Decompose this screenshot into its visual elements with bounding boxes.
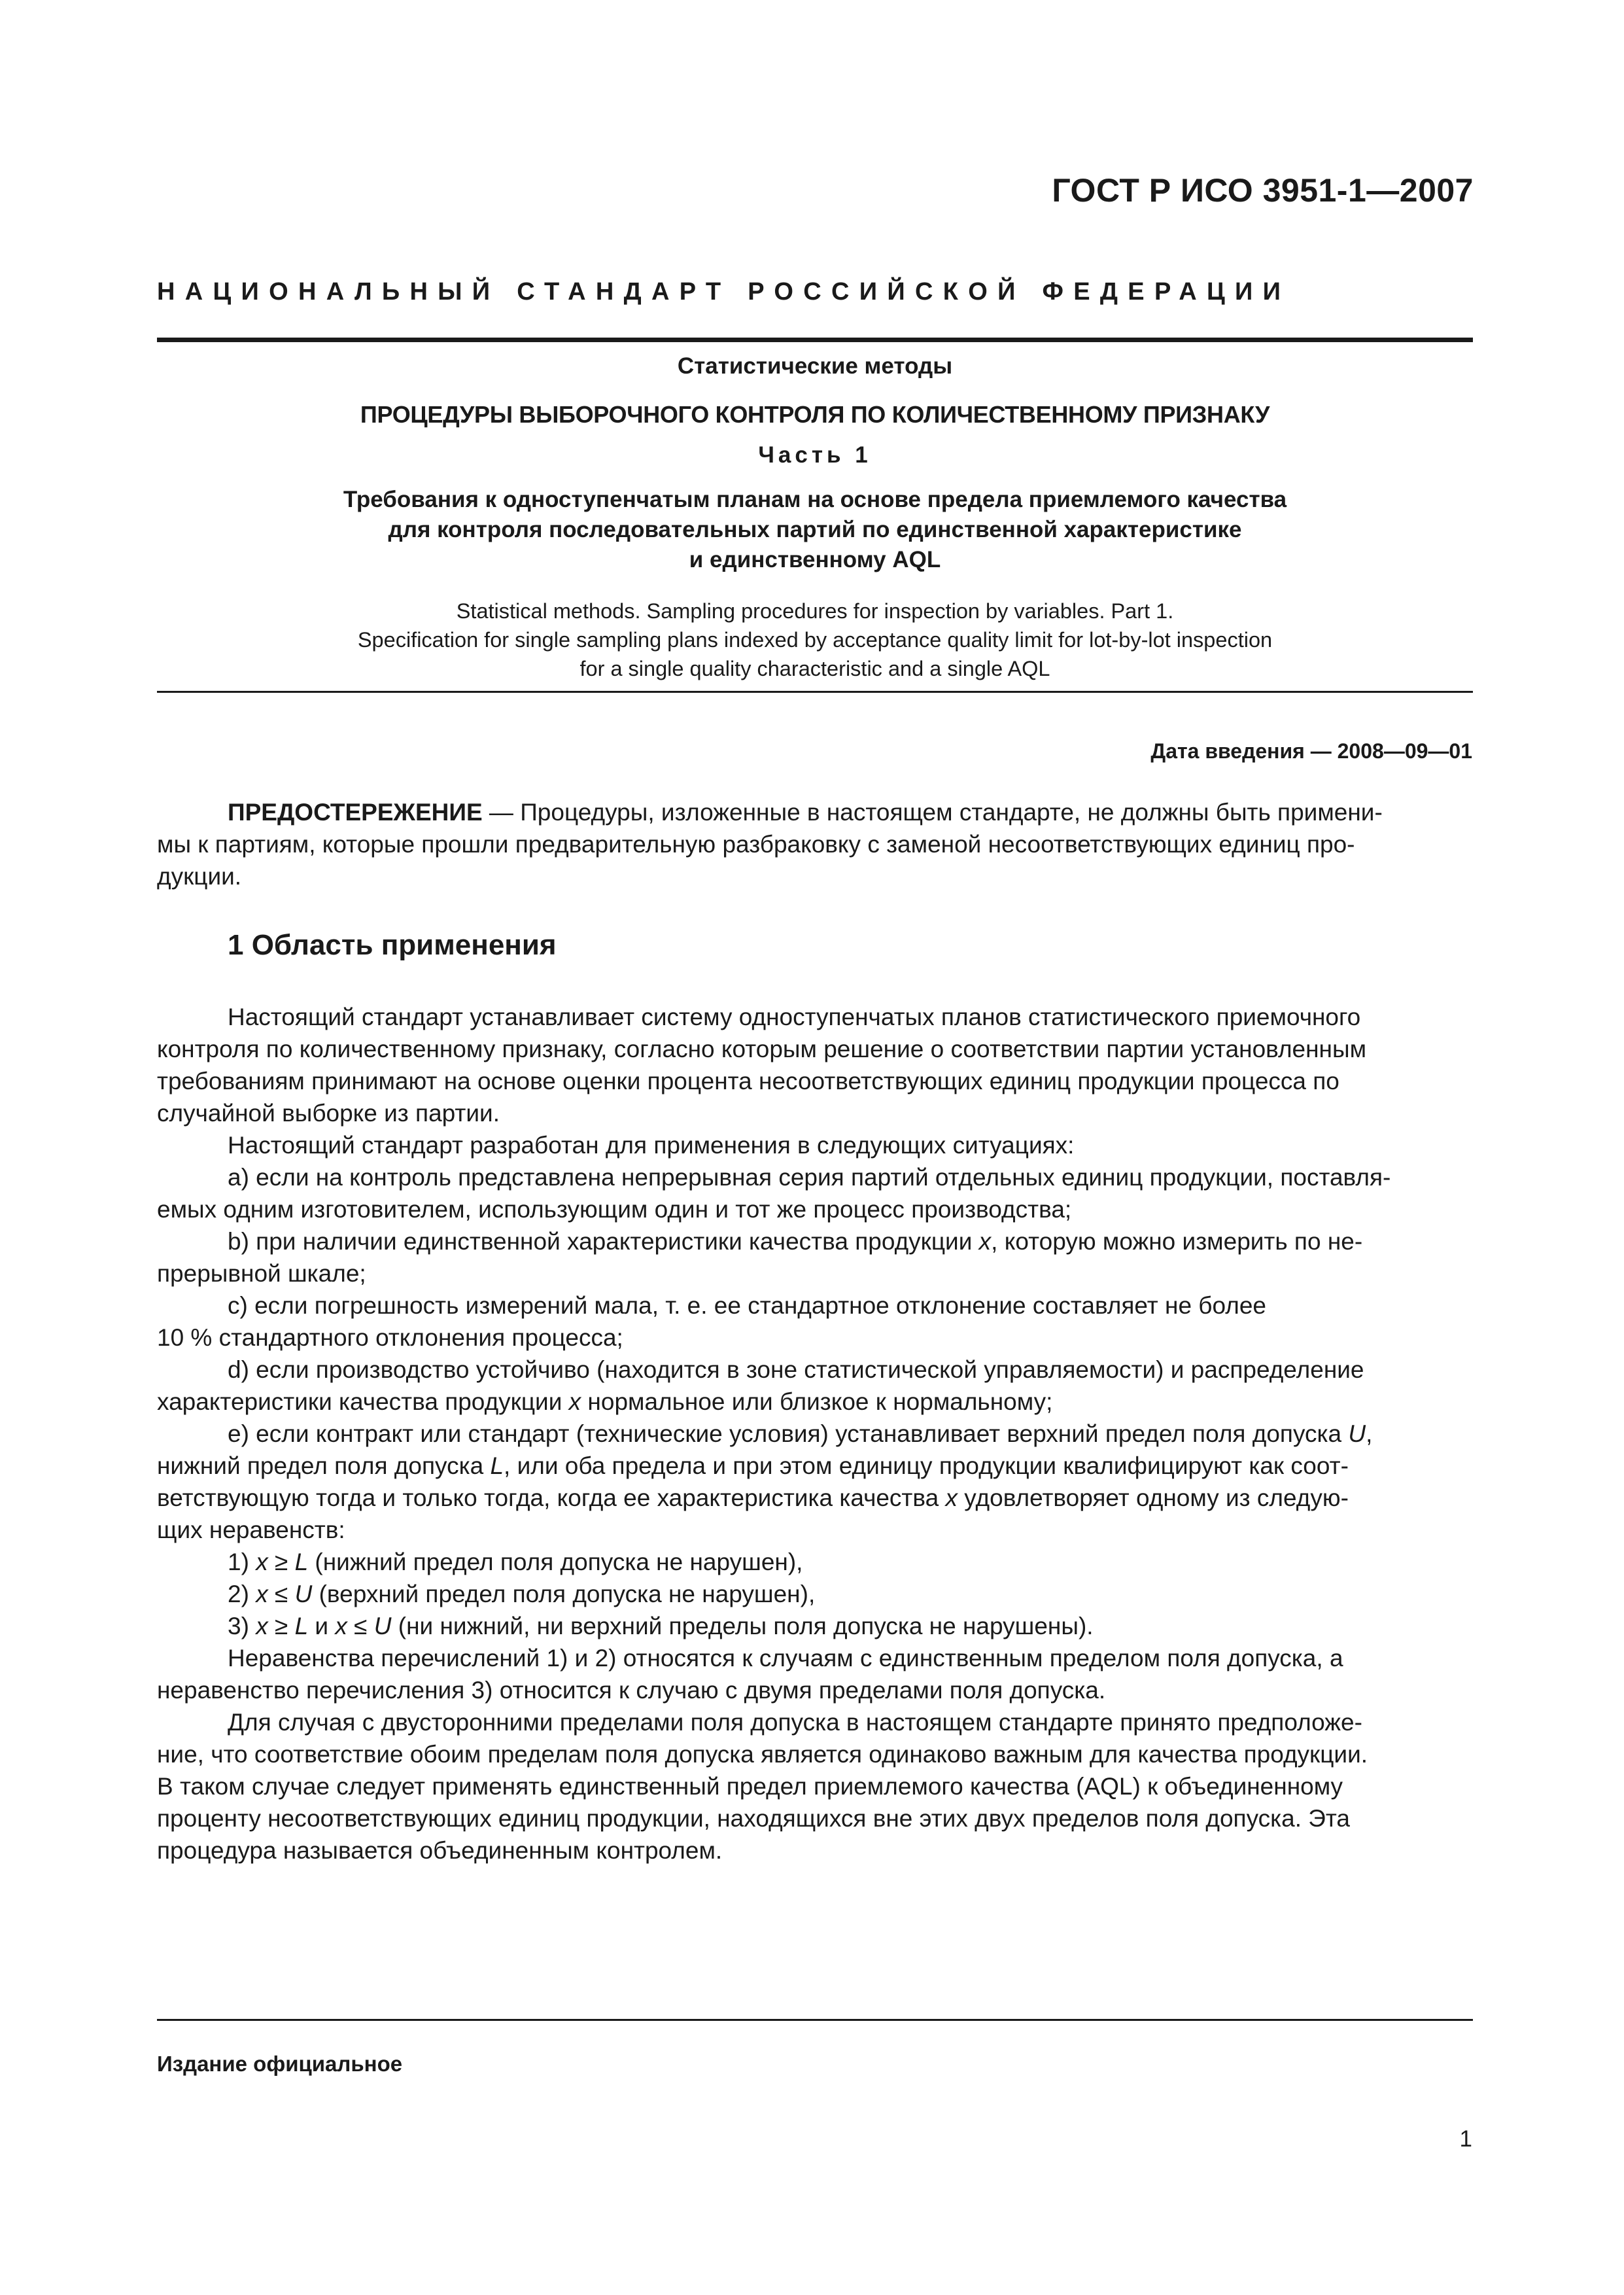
header-rule	[157, 338, 1473, 342]
text-line: В таком случае следует применять единственный предел приемлемого качества (AQL) к объединенному	[157, 1773, 1343, 1800]
inequality-item-2: 2) x ≤ U (верхний предел поля допуска не нарушен),	[228, 1581, 816, 1607]
text-line: неравенство перечисления 3) относится к случаю с двумя пределами поля допуска.	[157, 1677, 1106, 1704]
text-line: ветствующую тогда и только тогда, когда ее характеристика качества x удовлетворяет одному из следую-	[157, 1484, 1349, 1511]
main-title-ru: ПРОЦЕДУРЫ ВЫБОРОЧНОГО КОНТРОЛЯ ПО КОЛИЧЕСТВЕННОМУ ПРИЗНАКУ	[360, 401, 1270, 428]
part-label: Часть 1	[758, 442, 872, 468]
text-line: щих неравенств:	[157, 1516, 345, 1543]
text-line: ПРЕДОСТЕРЕЖЕНИЕ — Процедуры, изложенные в настоящем стандарте, не должны быть примени-	[228, 799, 1383, 826]
warning-paragraph	[157, 796, 1473, 892]
text-line: дукции.	[157, 863, 242, 890]
section-heading: 1 Область применения	[228, 929, 557, 961]
text-line: 10 % стандартного отклонения процесса;	[157, 1324, 623, 1351]
list-item-b: b) при наличии единственной характеристики качества продукции x, которую можно измерить по не-	[228, 1228, 1363, 1255]
document-code: ГОСТ Р ИСО 3951-1—2007	[1052, 172, 1474, 209]
text-line: нижний предел поля допуска L, или оба предела и при этом единицу продукции квалифицируют как соот-	[157, 1452, 1349, 1479]
subtitle-ru: Статистические методы	[677, 353, 953, 379]
text-line: емых одним изготовителем, использующим один и тот же процесс производства;	[157, 1196, 1072, 1223]
text-line: прерывной шкале;	[157, 1260, 366, 1287]
edition-label: Издание официальное	[157, 2052, 403, 2076]
text-line: процедура называется объединенным контролем.	[157, 1837, 723, 1864]
requirements-line: Требования к одноступенчатым планам на основе предела приемлемого качества	[343, 487, 1287, 512]
footer-rule	[157, 2019, 1473, 2021]
text-line: проценту несоответствующих единиц продукции, находящихся вне этих двух пределов поля допуска. Эта	[157, 1805, 1351, 1832]
list-item-a: а) если на контроль представлена непрерывная серия партий отдельных единиц продукции, поставля-	[228, 1164, 1391, 1191]
inequality-item-3: 3) x ≥ L и x ≤ U (ни нижний, ни верхний пределы поля допуска не нарушены).	[228, 1613, 1094, 1639]
text-line: случайной выборке из партии.	[157, 1100, 500, 1127]
page-number: 1	[1459, 2126, 1472, 2152]
requirements-line: и единственному AQL	[689, 547, 941, 572]
english-title	[157, 597, 1473, 683]
english-title-line: Statistical methods. Sampling procedures for inspection by variables. Part 1.	[456, 599, 1174, 623]
text-line: характеристики качества продукции x нормальное или близкое к нормальному;	[157, 1388, 1053, 1415]
section-body	[157, 1001, 1473, 1866]
text-line: требованиям принимают на основе оценки процента несоответствующих единиц продукции процесса по	[157, 1068, 1339, 1095]
introduction-date: Дата введения — 2008—09—01	[1150, 739, 1472, 763]
list-item-e: е) если контракт или стандарт (технические условия) устанавливает верхний предел поля допуска U,	[228, 1420, 1373, 1447]
text-line: Настоящий стандарт разработан для применения в следующих ситуациях:	[228, 1132, 1075, 1159]
text-line: ние, что соответствие обоим пределам поля допуска является одинаково важным для качества продукции.	[157, 1741, 1368, 1768]
national-standard-title: НАЦИОНАЛЬНЫЙ СТАНДАРТ РОССИЙСКОЙ ФЕДЕРАЦИИ	[157, 278, 1291, 306]
text-line: Настоящий стандарт устанавливает систему одноступенчатых планов статистического приемочного	[228, 1004, 1361, 1030]
inequality-item-1: 1) x ≥ L (нижний предел поля допуска не нарушен),	[228, 1549, 803, 1575]
warning-label: ПРЕДОСТЕРЕЖЕНИЕ	[228, 799, 483, 826]
text-line: Для случая с двусторонними пределами поля допуска в настоящем стандарте принято предположе-	[228, 1709, 1362, 1736]
list-item-c: с) если погрешность измерений мала, т. е. ее стандартное отклонение составляет не более	[228, 1292, 1267, 1319]
text-line: Неравенства перечислений 1) и 2) относятся к случаям с единственным пределом поля допуска, а	[228, 1645, 1343, 1672]
text-line: контроля по количественному признаку, согласно которым решение о соответствии партии установленным	[157, 1036, 1367, 1062]
english-title-line: Specification for single sampling plans indexed by acceptance quality limit for lot-by-lot inspection	[357, 628, 1273, 652]
list-item-d: d) если производство устойчиво (находится в зоне статистической управляемости) и распределение	[228, 1356, 1364, 1383]
requirements-line: для контроля последовательных партий по единственной характеристике	[388, 517, 1242, 542]
english-title-line: for a single quality characteristic and a single AQL	[579, 657, 1050, 680]
text-line: мы к партиям, которые прошли предварительную разбраковку с заменой несоответствующих единиц про-	[157, 831, 1355, 858]
requirements-title-ru	[157, 485, 1473, 575]
title-rule	[157, 691, 1473, 693]
